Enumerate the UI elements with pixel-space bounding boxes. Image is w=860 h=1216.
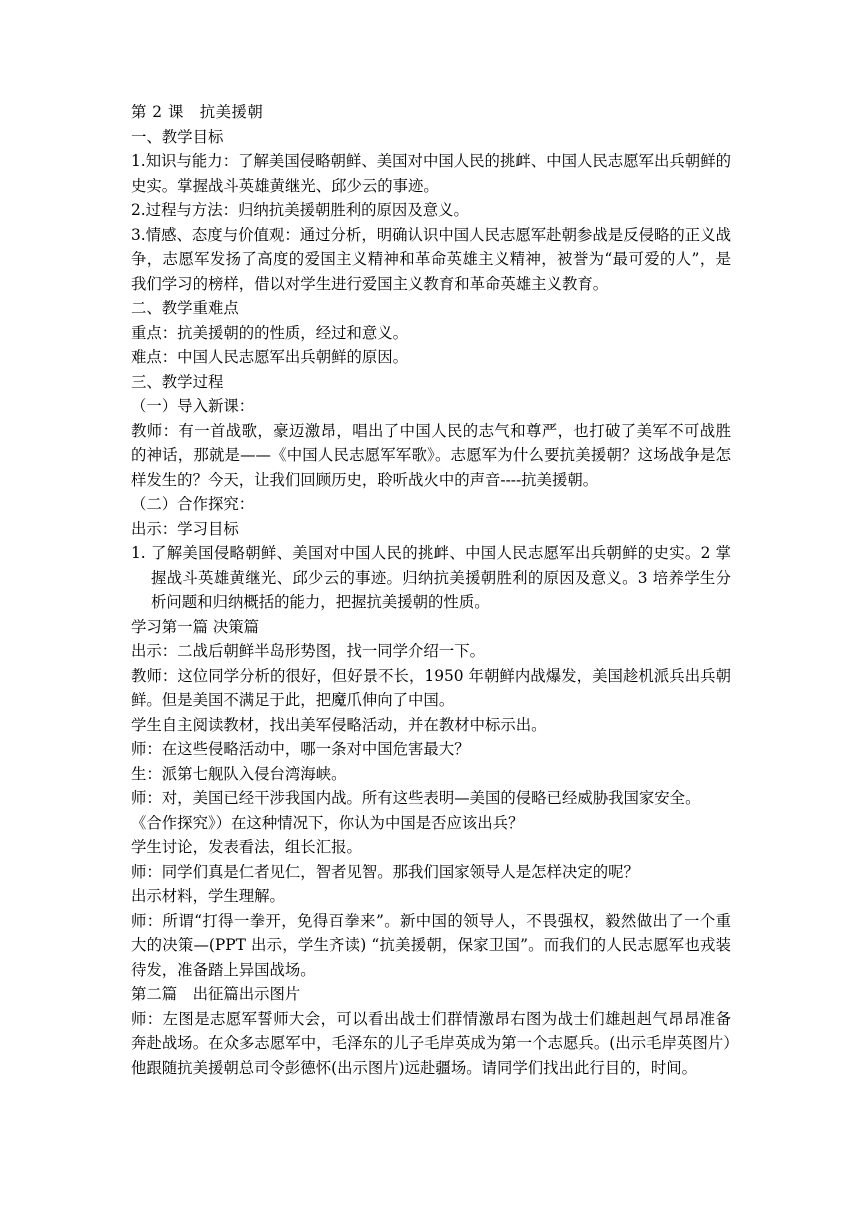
subheading-cooperative: （二）合作探究： (131, 495, 255, 513)
objective-knowledge: 1.知识与能力：了解美国侵略朝鲜、美国对中国人民的挑衅、中国人民志愿军出兵朝鲜的史实。掌握战斗英雄黄继光、邱少云的事迹。 (131, 152, 731, 195)
section-expedition: 第二篇 出征篇出示图片 (131, 985, 301, 1003)
lesson-title: 第 2 课 抗美援朝 (131, 103, 264, 121)
list-item-text: 了解美国侵略朝鲜、美国对中国人民的挑衅、中国人民志愿军出兵朝鲜的史实。2 掌握战斗英雄黄继光、邱少云的事迹。归纳抗美援朝胜利的原因及意义。3 培养学生分析问题和归纳概括的能力，把握抗美援朝的性质。 (151, 544, 731, 611)
paragraph: 教师：这位同学分析的很好，但好景不长，1950 年朝鲜内战爆发，美国趁机派兵出兵朝鲜。但是美国不满足于此，把魔爪伸向了中国。 (131, 666, 731, 709)
intro-paragraph: 教师：有一首战歌，豪迈激昂，唱出了中国人民的志气和尊严，也打破了美军不可战胜的神话，那就是——《中国人民志愿军军歌》。志愿军为什么要抗美援朝？这场战争是怎样发生的？今天，让我们回顾历史，聆听战火中的声音----抗美援朝。 (131, 421, 731, 489)
list-number: 1. (131, 544, 146, 562)
objective-process: 2.过程与方法：归纳抗美援朝胜利的原因及意义。 (131, 201, 469, 219)
heading-objectives: 一、教学目标 (131, 127, 224, 146)
document-body (131, 100, 731, 1080)
paragraph: 学生自主阅读教材，找出美军侵略活动，并在教材中标示出。 (131, 715, 547, 734)
paragraph: 出示材料，学生理解。 (131, 887, 285, 905)
subheading-intro: （一）导入新课： (131, 397, 255, 415)
paragraph: 师：所谓“打得一拳开，免得百拳来”。新中国的领导人，不畏强权，毅然做出了一个重大的决策—(PPT 出示，学生齐读) “抗美援朝，保家卫国”。而我们的人民志愿军也戎装待发，准备踏上异国战场。 (131, 911, 731, 979)
paragraph: 师：在这些侵略活动中，哪一条对中国危害最大？ (131, 740, 470, 758)
difficult-point: 难点：中国人民志愿军出兵朝鲜的原因。 (131, 348, 409, 366)
paragraph: 师：对，美国已经干涉我国内战。所有这些表明—美国的侵略已经威胁我国家安全。 (131, 789, 701, 807)
paragraph: 学生讨论，发表看法，组长汇报。 (131, 838, 362, 856)
paragraph: 《合作探究》）在这种情况下，你认为中国是否应该出兵？ (131, 813, 524, 832)
objective-values: 3.情感、态度与价值观：通过分析，明确认识中国人民志愿军赴朝参战是反侵略的正义战争，志愿军发扬了高度的爱国主义精神和革命英雄主义精神，被誉为“最可爱的人”，是我们学习的榜样，借以对学生进行爱国主义教育和革命英雄主义教育。 (131, 225, 731, 293)
paragraph: 出示：二战后朝鲜半岛形势图，找一同学介绍一下。 (131, 642, 485, 660)
paragraph: 生：派第七舰队入侵台湾海峡。 (131, 764, 347, 783)
heading-process: 三、教学过程 (131, 372, 224, 391)
heading-key-points: 二、教学重难点 (131, 299, 239, 317)
paragraph: 师：同学们真是仁者见仁，智者见智。那我们国家领导人是怎样决定的呢？ (131, 862, 639, 881)
key-point: 重点：抗美援朝的的性质，经过和意义。 (131, 323, 409, 342)
section-decision: 学习第一篇 决策篇 (131, 617, 260, 636)
numbered-list-item (131, 541, 731, 615)
show-objectives: 出示：学习目标 (131, 519, 239, 538)
paragraph: 师：左图是志愿军誓师大会，可以看出战士们群情激昂右图为战士们雄赳赳气昂昂准备奔赴战场。在众多志愿军中，毛泽东的儿子毛岸英成为第一个志愿兵。(出示毛岸英图片）他跟随抗美援朝总司令彭德怀(出示图片)远赴疆场。请同学们找出此行目的，时间。 (131, 1009, 731, 1077)
